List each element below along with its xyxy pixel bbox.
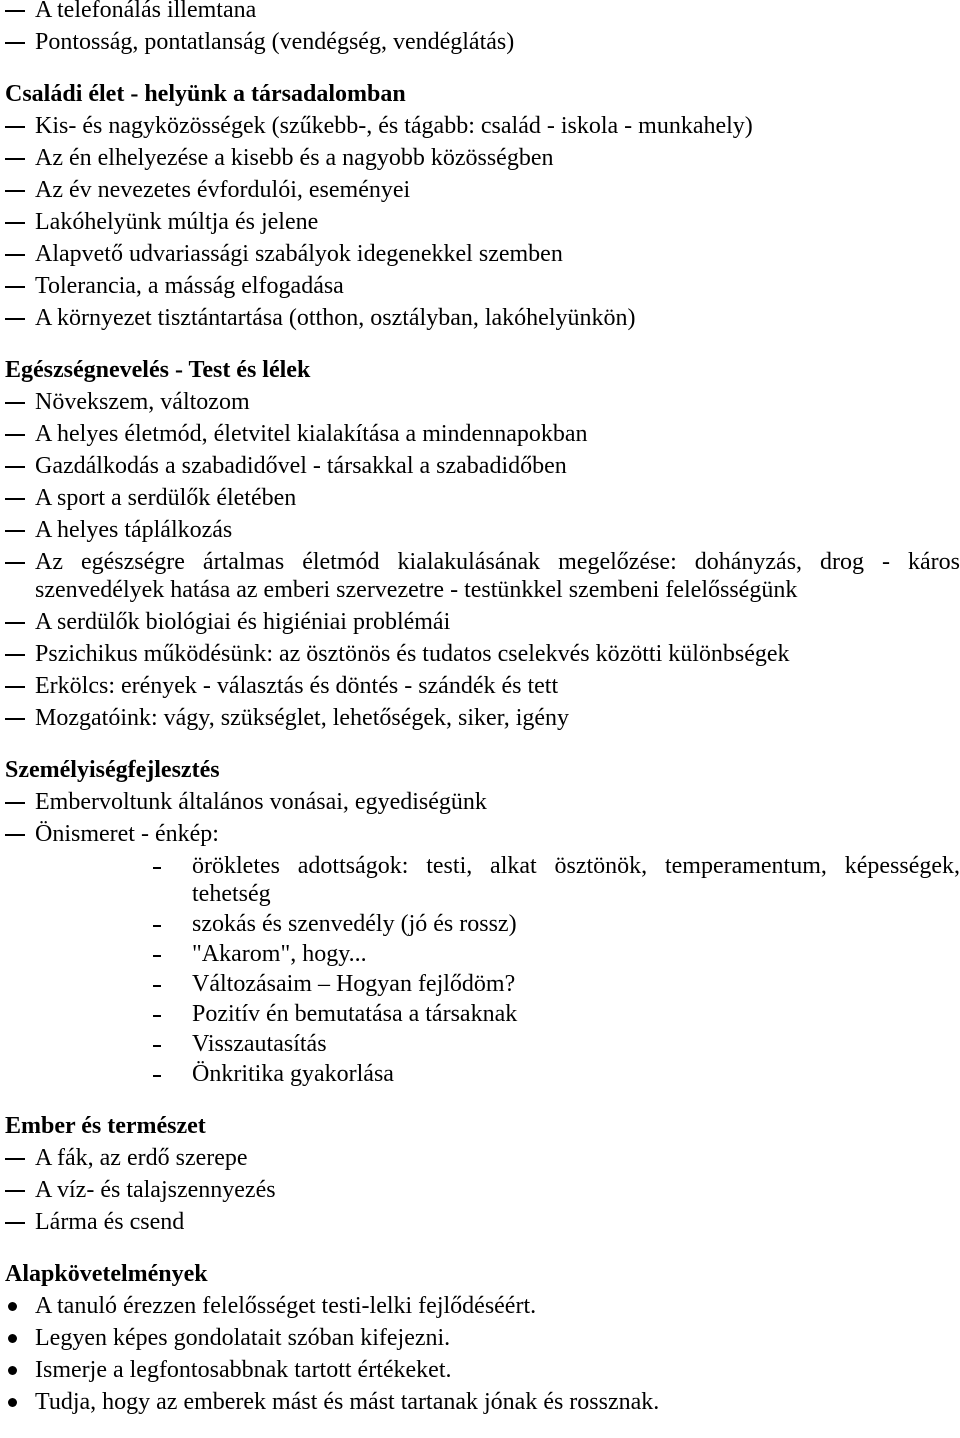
list-item: [5, 144, 960, 172]
list-item: [5, 388, 960, 416]
sublist-item-text: Pozitív én bemutatása a társaknak: [192, 1001, 518, 1027]
list-item-text: Az én elhelyezése a kisebb és a nagyobb közösségben: [35, 145, 554, 171]
hyphen-marker: [153, 985, 161, 987]
dash-marker: [5, 802, 25, 804]
list-item-text: Az egészségre ártalmas életmód kialakulásának megelőzése: dohányzás, drog - káros szenvedélyek hatása az emberi szervezetre - testünkkel szembeni felelősségünk: [35, 549, 960, 603]
dash-marker: [5, 318, 25, 320]
list-item-text: A serdülők biológiai és higiéniai problémái: [35, 609, 451, 635]
section-heading: Személyiségfejlesztés: [5, 757, 220, 783]
sublist-item: [5, 910, 960, 938]
sublist-item: [5, 970, 960, 998]
list-item-text: A víz- és talajszennyezés: [35, 1177, 276, 1203]
list-item: [5, 176, 960, 204]
list-item-text: A telefonálás illemtana: [35, 0, 257, 23]
list-item-text: Pontosság, pontatlanság (vendégség, vendéglátás): [35, 29, 515, 55]
hyphen-marker: [153, 1045, 161, 1047]
dash-marker: [5, 686, 25, 688]
list-item: [5, 672, 960, 700]
section-ember-es-termeszet: [5, 1112, 960, 1236]
list-item: [5, 820, 960, 848]
dash-marker: [5, 530, 25, 532]
list-item: [5, 1176, 960, 1204]
list-item-text: Gazdálkodás a szabadidővel - társakkal a szabadidőben: [35, 453, 567, 479]
hyphen-marker: [153, 867, 161, 869]
list-item-text: A fák, az erdő szerepe: [35, 1145, 248, 1171]
list-item: [5, 240, 960, 268]
dash-marker: [5, 158, 25, 160]
bullet-marker: [8, 1398, 17, 1407]
section-heading: Alapkövetelmények: [5, 1261, 208, 1287]
section-szemelyisegfejlesztes: [5, 756, 960, 1088]
hyphen-marker: [153, 1075, 161, 1077]
list-item: [5, 704, 960, 732]
sublist-item-text: "Akarom", hogy...: [192, 941, 367, 967]
hyphen-marker: [153, 955, 161, 957]
bullet-marker: [8, 1366, 17, 1375]
sublist-item-text: Visszautasítás: [192, 1031, 327, 1057]
list-item-text: A sport a serdülők életében: [35, 485, 297, 511]
bullet-marker: [8, 1302, 17, 1311]
bullet-item: [5, 1292, 960, 1320]
section-heading: Ember és természet: [5, 1113, 206, 1139]
list-item: [5, 28, 960, 56]
sublist-item: [5, 940, 960, 968]
dash-marker: [5, 1190, 25, 1192]
bullet-item-text: Tudja, hogy az emberek mást és mást tartanak jónak és rossznak.: [35, 1389, 660, 1415]
bullet-item-text: Legyen képes gondolatait szóban kifejezni.: [35, 1325, 451, 1351]
dash-marker: [5, 1158, 25, 1160]
section-csaladi-elet: [5, 80, 960, 332]
hyphen-marker: [153, 1015, 161, 1017]
dash-marker: [5, 434, 25, 436]
section-egeszsegneveles: [5, 356, 960, 732]
list-item-text: Erkölcs: erények - választás és döntés - szándék és tett: [35, 673, 559, 699]
list-item: [5, 420, 960, 448]
list-item: [5, 452, 960, 480]
list-item: [5, 304, 960, 332]
sublist-item-text: szokás és szenvedély (jó és rossz): [192, 911, 517, 937]
bullet-marker: [8, 1334, 17, 1343]
sublist-item: [5, 1000, 960, 1028]
list-item-text: Alapvető udvariassági szabályok idegenekkel szemben: [35, 241, 563, 267]
list-item: [5, 272, 960, 300]
dash-marker: [5, 1222, 25, 1224]
dash-marker: [5, 562, 25, 564]
list-item-text: A helyes életmód, életvitel kialakítása a mindennapokban: [35, 421, 588, 447]
list-item-text: Lakóhelyünk múltja és jelene: [35, 209, 319, 235]
dash-marker: [5, 622, 25, 624]
dash-marker: [5, 42, 25, 44]
sublist-item: [5, 1030, 960, 1058]
dash-marker: [5, 10, 25, 12]
list-item-text: Embervoltunk általános vonásai, egyediségünk: [35, 789, 487, 815]
list-item-text: Pszichikus működésünk: az ösztönös és tudatos cselekvés közötti különbségek: [35, 641, 790, 667]
list-item: [5, 548, 960, 604]
list-item: [5, 484, 960, 512]
list-item-text: A helyes táplálkozás: [35, 517, 233, 543]
list-item-text: A környezet tisztántartása (otthon, osztályban, lakóhelyünkön): [35, 305, 636, 331]
bullet-item-text: A tanuló érezzen felelősséget testi-lelki fejlődéséért.: [35, 1293, 537, 1319]
list-item-text: Önismeret - énkép:: [35, 821, 219, 847]
section-heading: Egészségnevelés - Test és lélek: [5, 357, 311, 383]
dash-marker: [5, 190, 25, 192]
list-item-text: Az év nevezetes évfordulói, eseményei: [35, 177, 411, 203]
dash-marker: [5, 254, 25, 256]
section-continued-list: [5, 0, 960, 56]
sublist-item-text: Önkritika gyakorlása: [192, 1061, 394, 1087]
dash-marker: [5, 286, 25, 288]
dash-marker: [5, 222, 25, 224]
list-item: [5, 608, 960, 636]
list-item: [5, 788, 960, 816]
sublist-item-text: örökletes adottságok: testi, alkat ösztönök, temperamentum, képességek, tehetség: [192, 853, 960, 907]
dash-marker: [5, 654, 25, 656]
list-item-text: Lárma és csend: [35, 1209, 185, 1235]
section-heading: Családi élet - helyünk a társadalomban: [5, 81, 406, 107]
list-item: [5, 0, 960, 24]
bullet-item-text: Ismerje a legfontosabbnak tartott értékeket.: [35, 1357, 452, 1383]
section-alapkovetelmenyek: [5, 1260, 960, 1416]
list-item-text: Tolerancia, a másság elfogadása: [35, 273, 344, 299]
list-item-text: Mozgatóink: vágy, szükséglet, lehetőségek, siker, igény: [35, 705, 570, 731]
list-item-text: Növekszem, változom: [35, 389, 250, 415]
list-item-text: Kis- és nagyközösségek (szűkebb-, és tágabb: család - iskola - munkahely): [35, 113, 753, 139]
list-item: [5, 1144, 960, 1172]
bullet-item: [5, 1324, 960, 1352]
bullet-item: [5, 1388, 960, 1416]
dash-marker: [5, 466, 25, 468]
list-item: [5, 208, 960, 236]
list-item: [5, 516, 960, 544]
sublist-item-text: Változásaim – Hogyan fejlődöm?: [192, 971, 516, 997]
sublist-item: [5, 1060, 960, 1088]
sublist-item: [5, 852, 960, 908]
onismeret-sublist: [5, 852, 960, 1088]
list-item: [5, 640, 960, 668]
list-item: [5, 112, 960, 140]
hyphen-marker: [153, 925, 161, 927]
bullet-item: [5, 1356, 960, 1384]
list-item: [5, 1208, 960, 1236]
dash-marker: [5, 498, 25, 500]
dash-marker: [5, 718, 25, 720]
dash-marker: [5, 402, 25, 404]
dash-marker: [5, 126, 25, 128]
dash-marker: [5, 834, 25, 836]
